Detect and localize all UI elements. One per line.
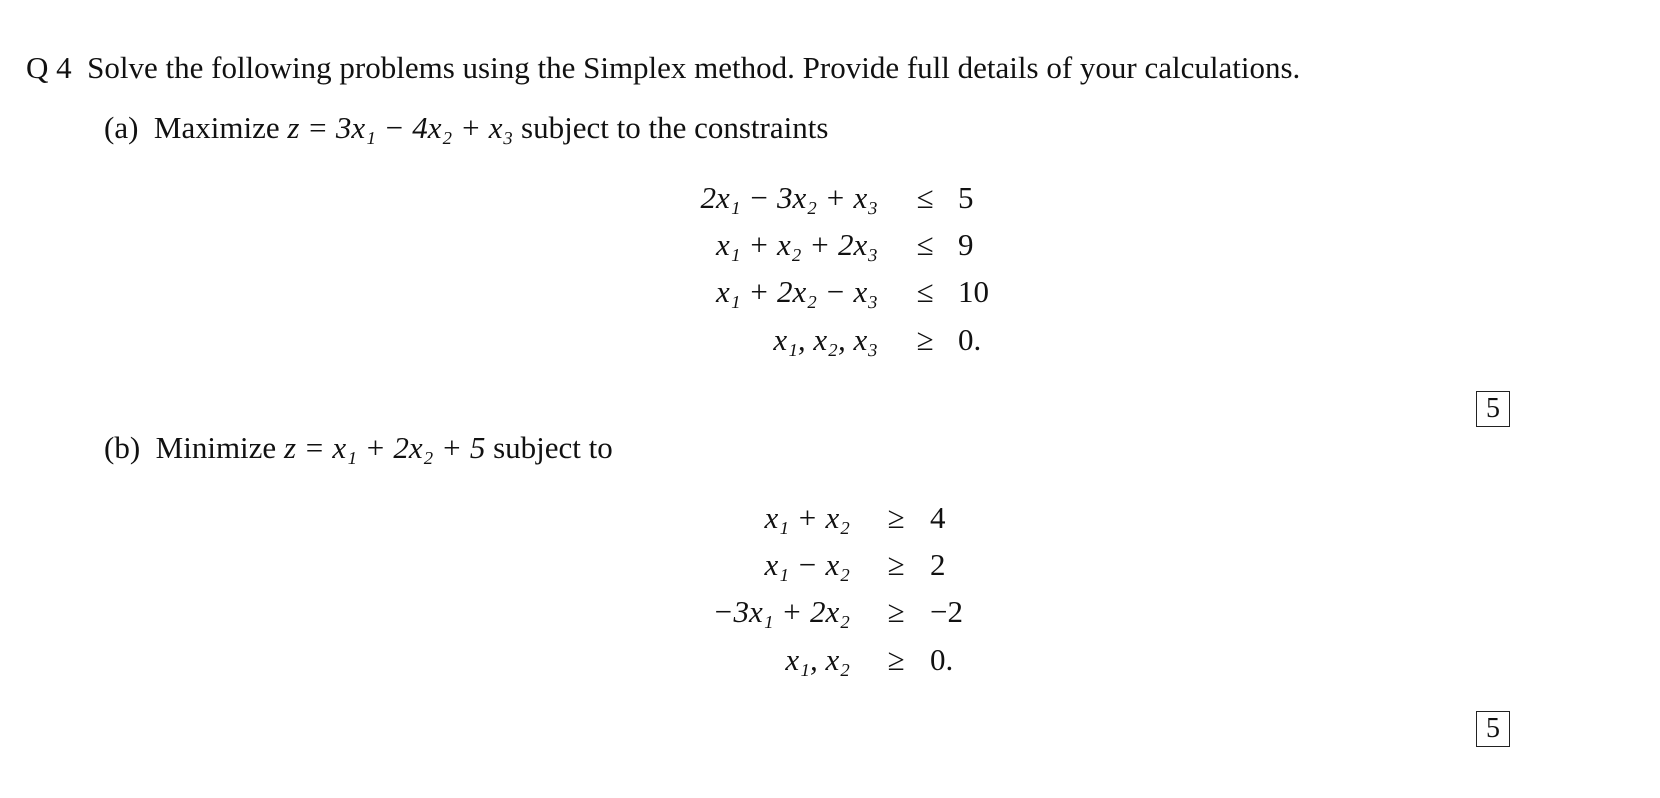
constraint-rhs: 5 [958, 180, 974, 215]
constraint-lhs: x₁ − x₂ [764, 547, 850, 582]
part-b-label: (b) [104, 430, 141, 465]
constraint-relation: ≥ [887, 547, 905, 582]
constraint-lhs: x₁, x₂, x₃ [773, 322, 878, 357]
constraint-rhs: 0. [930, 642, 954, 677]
part-b-objective: z = x₁ + 2x₂ + 5 [283, 430, 486, 465]
constraint-lhs: x₁ + x₂ [764, 500, 850, 535]
part-a-verb: Maximize [153, 110, 280, 145]
part-b-statement [104, 430, 613, 466]
part-a-label: (a) [104, 110, 139, 145]
constraint-lhs: x₁ + 2x₂ − x₃ [716, 274, 878, 309]
question-number: Q 4 [26, 50, 72, 85]
constraint-lhs: 2x₁ − 3x₂ + x₃ [700, 180, 878, 215]
constraint-relation: ≤ [916, 274, 934, 309]
constraint-relation: ≤ [916, 227, 934, 262]
part-a-tail: subject to the constraints [521, 110, 829, 145]
constraint-rhs: 0. [958, 322, 982, 357]
constraint-relation: ≤ [916, 180, 934, 215]
constraint-lhs: x₁ + x₂ + 2x₃ [716, 227, 878, 262]
constraint-relation: ≥ [916, 322, 934, 357]
part-a-objective: z = 3x₁ − 4x₂ + x₃ [287, 110, 514, 145]
part-a-statement [104, 110, 828, 146]
constraint-relation: ≥ [887, 500, 905, 535]
question-instruction: Solve the following problems using the Simplex method. Provide full details of your calculations. [87, 50, 1301, 85]
constraint-rhs: 10 [958, 274, 989, 309]
constraint-rhs: −2 [930, 594, 963, 629]
constraint-rhs: 4 [930, 500, 946, 535]
question-header [26, 50, 1300, 86]
constraint-rhs: 9 [958, 227, 974, 262]
constraint-rhs: 2 [930, 547, 946, 582]
constraint-relation: ≥ [887, 594, 905, 629]
part-a-marks-box: 5 [1476, 391, 1510, 427]
part-b-marks-box: 5 [1476, 711, 1510, 747]
part-b-verb: Minimize [155, 430, 277, 465]
constraint-lhs: x₁, x₂ [785, 642, 850, 677]
constraint-lhs: −3x₁ + 2x₂ [712, 594, 850, 629]
part-b-tail: subject to [493, 430, 613, 465]
constraint-relation: ≥ [887, 642, 905, 677]
